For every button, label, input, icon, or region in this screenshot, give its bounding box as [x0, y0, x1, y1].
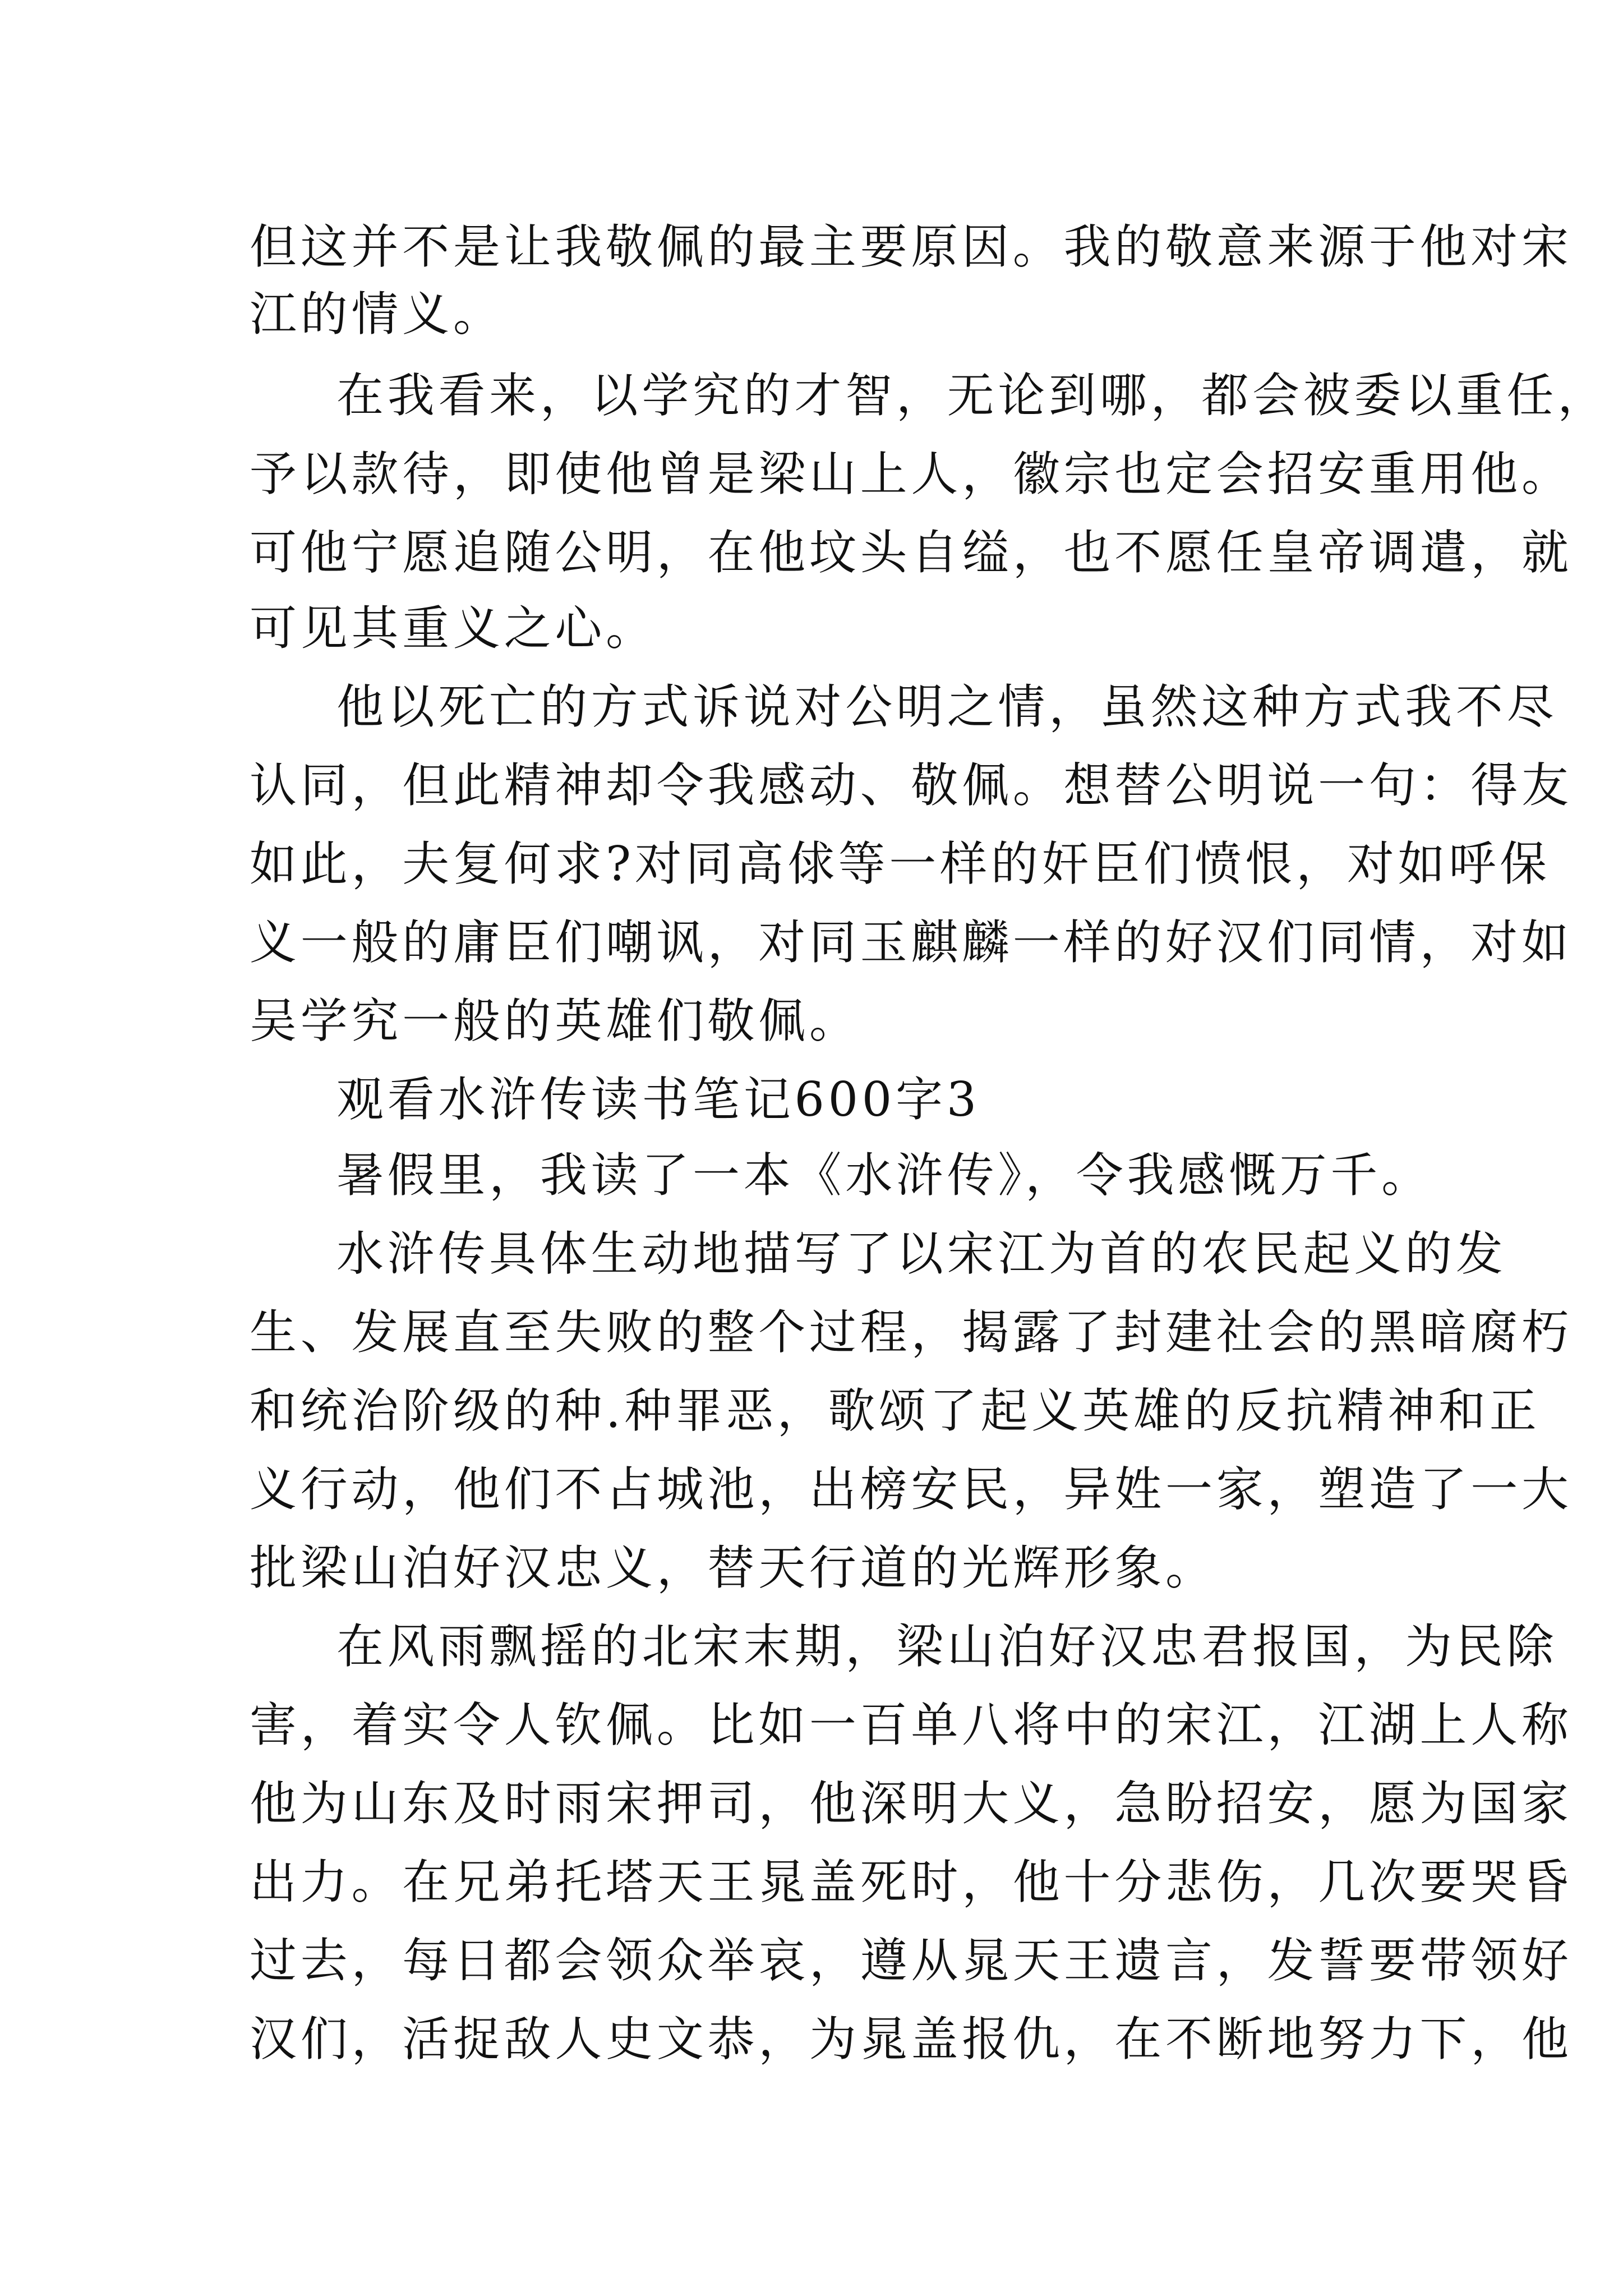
line-text: 观看水浒传读书笔记600字3 [336, 1072, 980, 1127]
line-text: 可他宁愿追随公明，在他坟头自缢，也不愿任皇帝调遣，就 [250, 525, 1573, 580]
line-text: 予以款待，即使他曾是梁山上人，徽宗也定会招安重用他。 [250, 447, 1573, 501]
line-text: 江的情义。 [250, 287, 504, 342]
text-line [0, 752, 1623, 819]
text-line [0, 673, 1623, 740]
text-line [0, 1848, 1623, 1916]
text-line [0, 519, 1623, 586]
text-line [0, 1770, 1623, 1837]
text-line [0, 2005, 1623, 2073]
text-line [0, 1691, 1623, 1759]
text-line [0, 1534, 1623, 1602]
line-text: 义一般的庸臣们嘲讽，对同玉麒麟一样的好汉们同情，对如 [250, 915, 1573, 970]
line-text: 但这并不是让我敬佩的最主要原因。我的敬意来源于他对宋 [250, 219, 1573, 274]
text-line [0, 1456, 1623, 1523]
line-text: 和统治阶级的种.种罪恶，歌颂了起义英雄的反抗精神和正 [250, 1383, 1541, 1438]
line-text: 认同，但此精神却令我感动、敬佩。想替公明说一句：得友 [250, 758, 1573, 813]
line-text: 他以死亡的方式诉说对公明之情，虽然这种方式我不尽 [336, 679, 1558, 734]
line-text: 暑假里，我读了一本《水浒传》，令我感慨万千。 [336, 1148, 1432, 1203]
line-text: 过去，每日都会领众举哀，遵从晁天王遗言，发誓要带领好 [250, 1933, 1573, 1988]
text-line [0, 1220, 1623, 1287]
line-text: 他为山东及时雨宋押司，他深明大义，急盼招安，愿为国家 [250, 1776, 1573, 1831]
text-line [0, 1299, 1623, 1366]
text-line [0, 909, 1623, 976]
line-text: 出力。在兄弟托塔天王晁盖死时，他十分悲伤，几次要哭昏 [250, 1855, 1573, 1910]
line-text: 可见其重义之心。 [250, 601, 657, 656]
line-text: 批梁山泊好汉忠义，替天行道的光辉形象。 [250, 1540, 1216, 1595]
line-text: 害，着实令人钦佩。比如一百单八将中的宋江，江湖上人称 [250, 1697, 1573, 1752]
line-text: 义行动，他们不占城池，出榜安民，异姓一家，塑造了一大 [250, 1462, 1573, 1517]
line-text: 如此，夫复何求?对同高俅等一样的奸臣们愤恨，对如呼保 [250, 836, 1551, 891]
line-text: 在我看来，以学究的才智，无论到哪，都会被委以重任， [336, 368, 1609, 423]
text-line [0, 830, 1623, 898]
text-line [0, 213, 1623, 280]
line-text: 生、发展直至失败的整个过程，揭露了封建社会的黑暗腐朽 [250, 1305, 1573, 1360]
text-line [0, 440, 1623, 508]
text-line [0, 1927, 1623, 1994]
line-text: 在风雨飘摇的北宋末期，梁山泊好汉忠君报国，为民除 [336, 1619, 1558, 1674]
text-line [0, 1613, 1623, 1680]
line-text: 水浒传具体生动地描写了以宋江为首的农民起义的发 [336, 1226, 1507, 1281]
line-text: 吴学究一般的英雄们敬佩。 [250, 993, 860, 1048]
text-line [0, 595, 1623, 662]
text-line [0, 987, 1623, 1055]
line-text: 汉们，活捉敌人史文恭，为晁盖报仇，在不断地努力下，他 [250, 2012, 1573, 2067]
text-line [0, 1066, 1623, 1133]
text-line [0, 362, 1623, 429]
text-line [0, 1377, 1623, 1444]
text-line [0, 1142, 1623, 1209]
text-line [0, 280, 1623, 348]
